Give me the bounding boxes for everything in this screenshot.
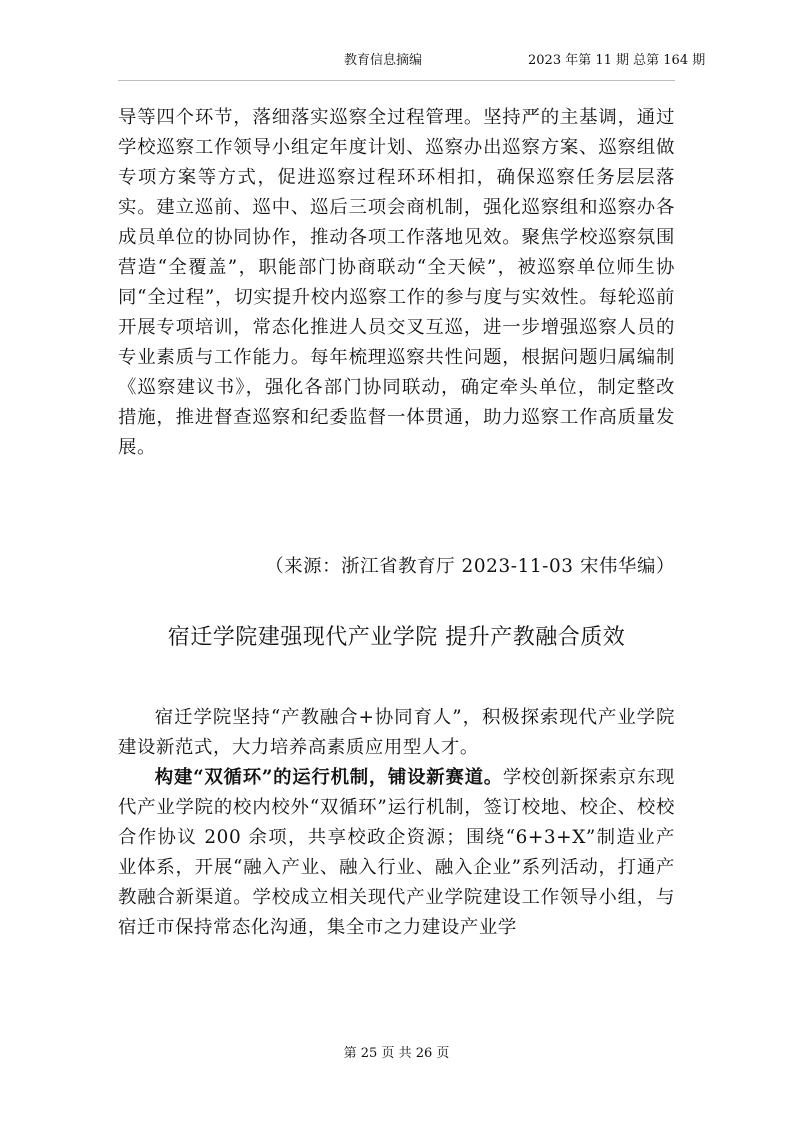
publication-name: 教育信息摘编 (344, 53, 423, 68)
intro-paragraph: 宿迁学院坚持“产教融合+协同育人”，积极探索现代产业学院建设新范式，大力培养高素质应用型人才。 (118, 707, 675, 758)
page-footer: 第 25 页 共 26 页 (343, 1046, 450, 1061)
article-body (118, 703, 675, 943)
issue-info: 2023 年第 11 期 总第 164 期 (528, 53, 706, 68)
section-text: 学校创新探索京东现代产业学院的校内校外“双循环”运行机制，签订校地、校企、校校合作协议 200 余项，共享校政企资源；围绕“6+3+X”制造业产业体系，开展“融入产业、融入行业、融入企业”系列活动，打通产教融合新渠道。学校成立相关现代产业学院建设工作领导小组，与宿迁市保持常态化沟通，集全市之力建设产业学 (118, 767, 675, 938)
page-header (0, 50, 793, 72)
section-paragraph (118, 763, 675, 943)
continued-paragraph: 导等四个环节，落细落实巡察全过程管理。坚持严的主基调，通过学校巡察工作领导小组定年度计划、巡察办出巡察方案、巡察组做专项方案等方式，促进巡察过程环环相扣，确保巡察任务层层落实。建立巡前、巡中、巡后三项会商机制，强化巡察组和巡察办各成员单位的协同协作，推动各项工作落地见效。聚焦学校巡察氛围营造“全覆盖”，职能部门协商联动“全天候”，被巡察单位师生协同“全过程”，切实提升校内巡察工作的参与度与实效性。每轮巡前开展专项培训，常态化推进人员交叉互巡，进一步增强巡察人员的专业素质与工作能力。每年梳理巡察共性问题，根据问题归属编制《巡察建议书》，强化各部门协同联动，确定牵头单位，制定整改措施，推进督查巡察和纪委监督一体贯通，助力巡察工作高质量发展。 (118, 107, 675, 458)
continued-article (118, 103, 675, 463)
section-heading: 构建“双循环”的运行机制，铺设新赛道。 (154, 767, 503, 788)
source-citation: （来源：浙江省教育厅 2023-11-03 宋伟华编） (265, 556, 675, 577)
header-divider (118, 80, 675, 81)
article-title: 宿迁学院建强现代产业学院 提升产教融合质效 (167, 625, 626, 650)
